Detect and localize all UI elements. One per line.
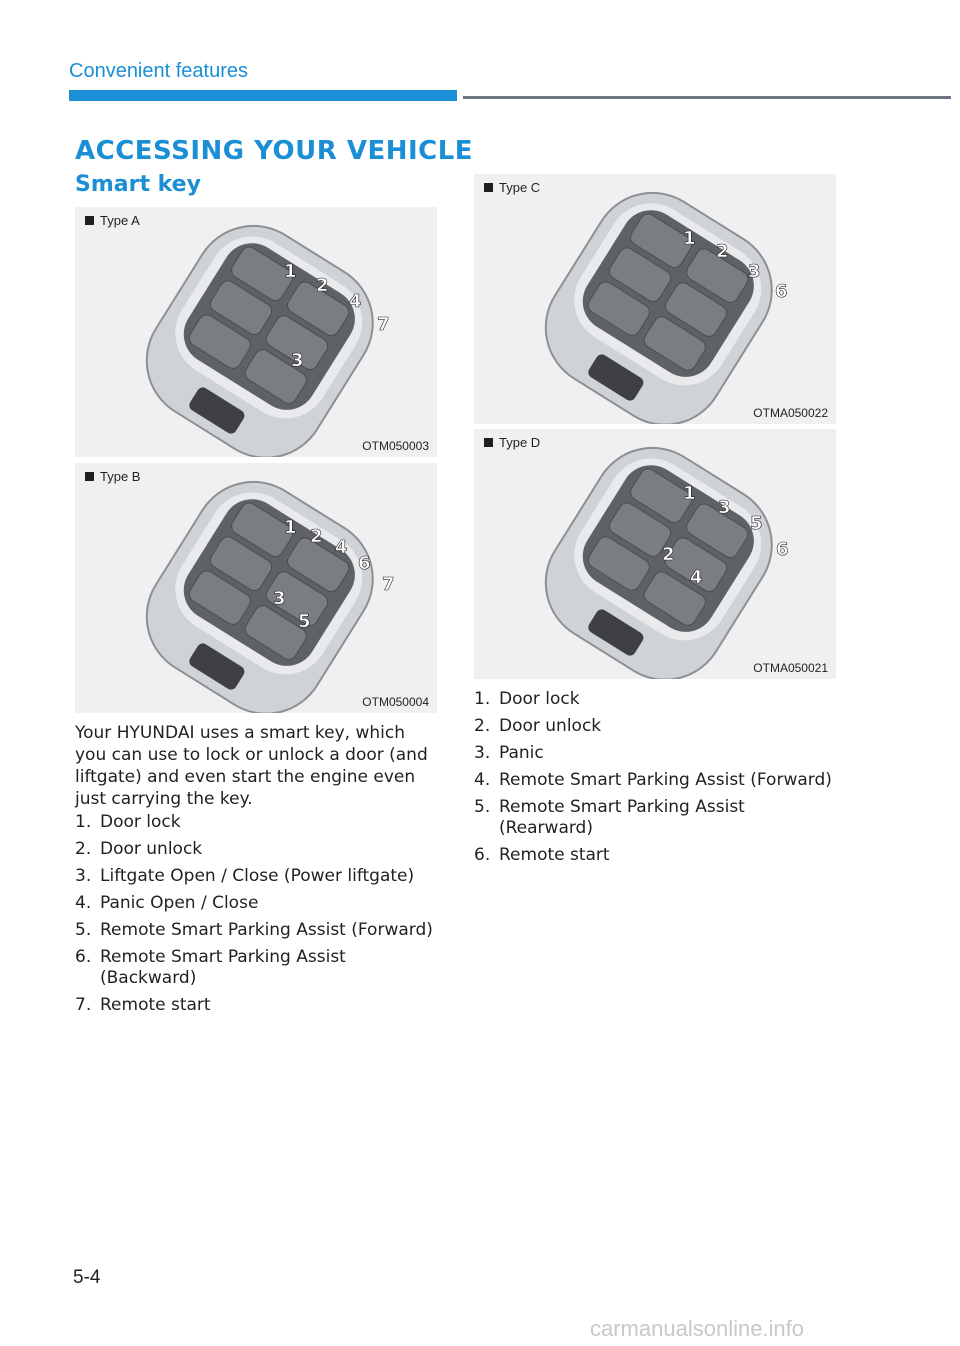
smart-key-fob-image xyxy=(75,463,437,713)
page-title: ACCESSING YOUR VEHICLE xyxy=(75,136,474,166)
header-bar-rule xyxy=(463,96,951,99)
section-subtitle: Smart key xyxy=(75,172,201,197)
figure-type-b xyxy=(75,463,437,713)
figure-label: Type C xyxy=(484,180,540,195)
page-number: 5-4 xyxy=(73,1267,101,1288)
list-item: 4. Panic Open / Close xyxy=(75,893,259,913)
fob-body-group xyxy=(124,207,395,457)
figure-code: OTMA050022 xyxy=(753,406,828,420)
list-item: 6. Remote Smart Parking Assist (Backward) xyxy=(75,947,346,988)
list-item: 3. Panic xyxy=(474,743,544,763)
header-bar-accent xyxy=(69,90,457,101)
callout-number: 3 xyxy=(748,261,761,282)
section-header: Convenient features xyxy=(69,60,249,82)
list-item: 5. Remote Smart Parking Assist (Forward) xyxy=(75,920,433,940)
callout-number: 4 xyxy=(335,537,348,558)
callout-number: 2 xyxy=(662,544,675,565)
list-item: 3. Liftgate Open / Close (Power liftgate) xyxy=(75,866,415,886)
button-list-types-c-d xyxy=(474,689,836,872)
smart-key-fob-image xyxy=(474,429,836,679)
list-item: 4. Remote Smart Parking Assist (Forward) xyxy=(474,770,832,790)
callout-number: 7 xyxy=(377,314,390,335)
intro-paragraph: Your HYUNDAI uses a smart key, which you can use to lock or unlock a door (and liftgate) and even start the engine even just carrying the key. xyxy=(75,723,428,809)
callout-number: 1 xyxy=(683,483,696,504)
callout-number: 6 xyxy=(776,539,789,560)
callout-number: 5 xyxy=(298,611,311,632)
callout-number: 7 xyxy=(382,574,395,595)
figure-type-a xyxy=(75,207,437,457)
callout-number: 3 xyxy=(273,588,286,609)
callout-number: 1 xyxy=(683,228,696,249)
callout-number: 1 xyxy=(284,261,297,282)
callout-number: 3 xyxy=(291,350,304,371)
figure-label: Type D xyxy=(484,435,540,450)
watermark: carmanualsonline.info xyxy=(590,1316,805,1341)
callout-number: 2 xyxy=(316,275,329,296)
list-item: 1. Door lock xyxy=(474,689,580,709)
smart-key-fob-image xyxy=(474,174,836,424)
figure-type-d xyxy=(474,429,836,679)
callout-number: 3 xyxy=(718,497,731,518)
fob-body-group xyxy=(523,429,794,679)
callout-number: 5 xyxy=(750,513,763,534)
list-item: 7. Remote start xyxy=(75,995,211,1015)
button-list-types-a-b xyxy=(75,812,437,1022)
fob-body-group xyxy=(523,174,794,424)
list-item: 1. Door lock xyxy=(75,812,181,832)
fob-body-group xyxy=(124,463,395,713)
list-item: 5. Remote Smart Parking Assist (Rearward) xyxy=(474,797,745,838)
figure-code: OTM050003 xyxy=(362,439,429,453)
figure-label: Type A xyxy=(85,213,140,228)
smart-key-fob-image xyxy=(75,207,437,457)
list-item: 2. Door unlock xyxy=(75,839,203,859)
figure-label: Type B xyxy=(85,469,140,484)
callout-number: 1 xyxy=(284,517,297,538)
figure-type-c xyxy=(474,174,836,424)
callout-number: 4 xyxy=(349,291,362,312)
callout-number: 6 xyxy=(358,553,371,574)
callout-number: 2 xyxy=(310,526,323,547)
callout-number: 4 xyxy=(690,567,703,588)
callout-number: 2 xyxy=(716,241,729,262)
callout-number: 6 xyxy=(775,281,788,302)
list-item: 6. Remote start xyxy=(474,845,610,865)
list-item: 2. Door unlock xyxy=(474,716,602,736)
figure-code: OTM050004 xyxy=(362,695,429,709)
figure-code: OTMA050021 xyxy=(753,661,828,675)
